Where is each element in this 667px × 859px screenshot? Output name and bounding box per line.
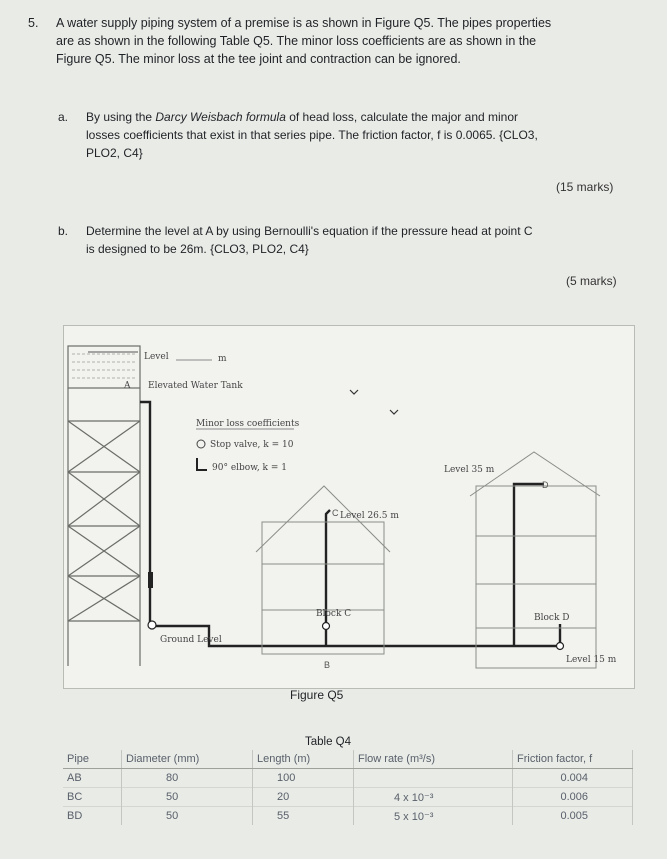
elbow-icon xyxy=(197,458,207,470)
formula-name: Darcy Weisbach formula xyxy=(155,110,286,124)
table-cell: 100 xyxy=(253,769,354,788)
part-a-text: of head loss, calculate the major and minor xyxy=(285,110,518,124)
ground-level-label: Ground Level xyxy=(160,635,222,645)
table-cell: 80 xyxy=(122,769,253,788)
part-a-text: losses coefficients that exist in that series pipe. The friction factor, f is 0.0065. {CLO3, xyxy=(86,128,538,142)
tank-level-unit: m xyxy=(218,354,227,364)
table-cell: 0.004 xyxy=(513,769,633,788)
table-cell: 20 xyxy=(253,788,354,807)
question-line: A water supply piping system of a premise is as shown in Figure Q5. The pipes properties xyxy=(56,16,552,30)
figure-caption: Figure Q5 xyxy=(290,688,344,702)
tee-icon xyxy=(323,623,330,630)
point-d-label: D xyxy=(542,480,549,490)
elbow-icon xyxy=(148,621,156,629)
table-cell: 50 xyxy=(122,807,253,826)
table-caption: Table Q4 xyxy=(305,736,352,748)
table-row xyxy=(63,769,633,788)
table-cell: 55 xyxy=(253,807,354,826)
bird-icon xyxy=(390,410,398,414)
column-header: Pipe xyxy=(63,750,122,769)
table-cell xyxy=(354,769,513,788)
part-b-text: is designed to be 26m. {CLO3, PLO2, C4} xyxy=(86,242,309,256)
part-b-text: Determine the level at A by using Bernoulli's equation if the pressure head at point C xyxy=(86,224,533,238)
table-cell: BC xyxy=(63,788,122,807)
column-header: Friction factor, f xyxy=(513,750,633,769)
stop-valve-icon xyxy=(148,572,153,588)
part-a-text: PLO2, C4} xyxy=(86,146,143,160)
block-c-label: Block C xyxy=(316,609,352,619)
table-cell: 0.005 xyxy=(513,807,633,826)
block-d-label: Block D xyxy=(534,613,570,623)
part-a-text: By using the xyxy=(86,110,156,124)
stop-valve-icon xyxy=(197,440,205,448)
stop-valve-coef: Stop valve, k = 10 xyxy=(210,440,294,450)
elbow-icon xyxy=(557,643,564,650)
pipe-properties-table xyxy=(63,750,633,825)
tank-label: Elevated Water Tank xyxy=(148,381,243,391)
level-d-label: Level 35 m xyxy=(444,465,495,475)
tank-water-lines xyxy=(72,354,136,378)
table-cell: 50 xyxy=(122,788,253,807)
part-b-marks: (5 marks) xyxy=(566,274,617,288)
part-a-label: a. xyxy=(58,110,69,124)
column-header: Flow rate (m³/s) xyxy=(354,750,513,769)
question-number: 5. xyxy=(28,16,39,30)
table-row xyxy=(63,788,633,807)
column-header: Length (m) xyxy=(253,750,354,769)
question-line: Figure Q5. The minor loss at the tee joint and contraction can be ignored. xyxy=(56,52,461,66)
point-a-label: A xyxy=(124,381,131,391)
table-header-row xyxy=(63,750,633,769)
table-row xyxy=(63,807,633,826)
table-cell: 5 x 10⁻³ xyxy=(354,807,513,826)
piping-diagram xyxy=(64,326,634,688)
level-c-label: Level 26.5 m xyxy=(340,511,399,521)
part-a-marks: (15 marks) xyxy=(556,180,614,194)
level-bottom-label: Level 15 m xyxy=(566,655,617,665)
column-header: Diameter (mm) xyxy=(122,750,253,769)
point-b-label: B xyxy=(324,660,331,670)
table-cell: AB xyxy=(63,769,122,788)
table-cell: BD xyxy=(63,807,122,826)
tank-level-label: Level xyxy=(144,352,169,362)
tower-frame xyxy=(68,346,140,666)
elbow-coef: 90° elbow, k = 1 xyxy=(212,463,287,473)
bird-icon xyxy=(350,390,358,394)
point-c-label: C xyxy=(332,508,339,518)
table-cell: 4 x 10⁻³ xyxy=(354,788,513,807)
table-cell: 0.006 xyxy=(513,788,633,807)
part-b-label: b. xyxy=(58,224,69,238)
figure-q5 xyxy=(63,325,635,689)
question-line: are as shown in the following Table Q5. The minor loss coefficients are as shown in the xyxy=(56,34,537,48)
minor-loss-title: Minor loss coefficients xyxy=(196,419,300,429)
